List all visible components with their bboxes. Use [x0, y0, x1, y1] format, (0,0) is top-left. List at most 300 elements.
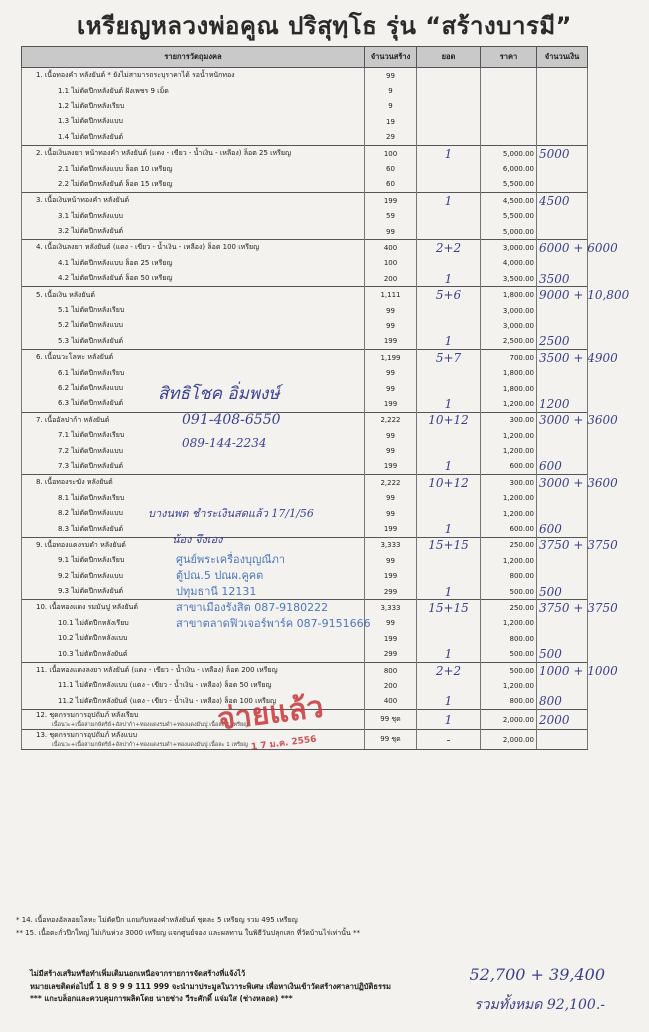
- paid-stamp-text: จ่ายแล้ว: [215, 689, 326, 738]
- row-price: 4,000.00: [481, 256, 537, 271]
- row-qty: 3,333: [365, 600, 417, 616]
- row-qty: 100: [365, 256, 417, 271]
- row-qty: 99: [365, 428, 417, 443]
- row-price: 700.00: [481, 350, 537, 366]
- row-label-cell: [22, 99, 365, 114]
- row-qty: 99: [365, 443, 417, 458]
- row-amount: [537, 443, 588, 458]
- row-order: [417, 365, 481, 380]
- row-label: 10. เนื้อทองแดง รมมันปู หลังยันต์: [36, 603, 138, 612]
- stamp-line: ตู้ปณ.5 ปณผ.คูคต: [176, 569, 264, 582]
- row-order: 1: [417, 193, 481, 209]
- row-qty: 299: [365, 584, 417, 600]
- row-order: [417, 678, 481, 693]
- row-amount: [537, 569, 588, 584]
- row-qty: 99: [365, 553, 417, 568]
- table-row: [22, 99, 588, 114]
- row-price: 1,800.00: [481, 381, 537, 396]
- row-label-cell: [22, 240, 365, 256]
- row-label: 5.2 ไม่ตัดปีกหลังแบบ: [58, 321, 123, 330]
- row-label-cell: [22, 459, 365, 475]
- row-label-cell: [22, 114, 365, 129]
- row-order: [417, 68, 481, 84]
- row-label: 6.3 ไม่ตัดปีกหลังยันต์: [58, 399, 124, 408]
- row-qty: 199: [365, 334, 417, 350]
- row-price: 2,000.00: [481, 730, 537, 750]
- paid-stamp-date: 1 7 ม.ค. 2556: [250, 734, 318, 753]
- row-price: 2,500.00: [481, 334, 537, 350]
- row-price: 300.00: [481, 475, 537, 491]
- row-label: 10.1 ไม่ตัดปีกหลังเรียบ: [58, 618, 129, 627]
- row-label-cell: [22, 224, 365, 240]
- table-row: [22, 475, 588, 491]
- row-label: 4. เนื้อเงินลงยา หลังยันต์ (แดง - เขียว - น้ำเงิน - เหลือง) ล็อต 100 เหรียญ: [36, 243, 260, 252]
- row-label: 7.3 ไม่ตัดปีกหลังยันต์: [58, 461, 124, 470]
- row-qty: 199: [365, 193, 417, 209]
- row-label: 5.1 ไม่ตัดปีกหลังเรียบ: [58, 306, 125, 315]
- stamp-line: สาขาตลาดฟิวเจอร์พาร์ค 087-9151666: [176, 617, 371, 630]
- row-label: 2.1 ไม่ตัดปีกหลังแบบ ล็อต 10 เหรียญ: [58, 164, 173, 173]
- row-qty: 99: [365, 303, 417, 318]
- row-amount: [537, 161, 588, 176]
- table-row: [22, 271, 588, 287]
- table-row: [22, 537, 588, 553]
- row-amount: 500: [537, 646, 588, 662]
- row-qty: 9: [365, 99, 417, 114]
- row-price: 5,500.00: [481, 177, 537, 193]
- row-qty: 1,111: [365, 287, 417, 303]
- row-label: 3.1 ไม่ตัดปีกหลังแบบ: [58, 211, 123, 220]
- row-order: [417, 428, 481, 443]
- row-order: [417, 177, 481, 193]
- row-amount: [537, 365, 588, 380]
- row-amount: [537, 631, 588, 646]
- row-qty: 9: [365, 83, 417, 98]
- header-price: ราคา: [481, 47, 537, 68]
- row-price: 3,000.00: [481, 318, 537, 333]
- table-row: [22, 145, 588, 161]
- table-row: [22, 240, 588, 256]
- row-order: [417, 256, 481, 271]
- handwritten-payment-note: บางนพต ชำระเงินสดแล้ว 17/1/56: [148, 507, 314, 520]
- row-order: [417, 506, 481, 521]
- table-row: [22, 443, 588, 458]
- row-order: [417, 381, 481, 396]
- stamp-line: ศูนย์พระเครื่องบุญณีภา: [176, 553, 286, 566]
- row-label: 8.2 ไม่ตัดปีกหลังแบบ: [58, 509, 123, 518]
- row-label: 1.4 ไม่ตัดปีกหลังยันต์: [58, 132, 124, 141]
- row-label: 9.2 ไม่ตัดปีกหลังแบบ: [58, 571, 123, 580]
- row-amount: [537, 730, 588, 750]
- row-label: 10.3 ไม่ตัดปีกหลังยันต์: [58, 649, 128, 658]
- row-qty: 99: [365, 68, 417, 84]
- row-price: 300.00: [481, 412, 537, 428]
- row-amount: 3000 + 3600: [537, 412, 588, 428]
- table-row: [22, 428, 588, 443]
- row-order: 2+2: [417, 662, 481, 678]
- row-amount: 600: [537, 521, 588, 537]
- row-qty: 99: [365, 506, 417, 521]
- row-price: 3,000.00: [481, 240, 537, 256]
- row-order: 5+7: [417, 350, 481, 366]
- row-label: 1.1 ไม่ตัดปีกหลังยันต์ ฝังเพชร 9 เม็ด: [58, 86, 169, 95]
- row-qty: 1,199: [365, 350, 417, 366]
- table-row: [22, 381, 588, 396]
- row-label-cell: [22, 161, 365, 176]
- row-label-cell: [22, 68, 365, 84]
- row-order: 1: [417, 396, 481, 412]
- row-price: 1,200.00: [481, 616, 537, 631]
- row-qty: 99: [365, 491, 417, 506]
- row-price: 1,200.00: [481, 553, 537, 568]
- row-price: [481, 130, 537, 146]
- table-row: [22, 662, 588, 678]
- row-price: 500.00: [481, 662, 537, 678]
- stamp-line: สาขาเมืองรังสิต 087-9180222: [176, 601, 329, 614]
- row-order: 5+6: [417, 287, 481, 303]
- row-price: 1,200.00: [481, 428, 537, 443]
- table-row: [22, 177, 588, 193]
- row-label: 2.2 ไม่ตัดปีกหลังยันต์ ล็อต 15 เหรียญ: [58, 179, 173, 188]
- table-row: [22, 459, 588, 475]
- stamp-line: ปทุมธานี 12131: [176, 585, 257, 598]
- header-amount: จำนวนเงิน: [537, 47, 588, 68]
- row-amount: 1200: [537, 396, 588, 412]
- table-row: [22, 130, 588, 146]
- row-label-cell: [22, 646, 365, 662]
- row-amount: [537, 256, 588, 271]
- row-amount: [537, 68, 588, 84]
- row-qty: 3,333: [365, 537, 417, 553]
- row-amount: [537, 177, 588, 193]
- row-qty: 299: [365, 646, 417, 662]
- row-qty: 199: [365, 631, 417, 646]
- table-row: [22, 303, 588, 318]
- row-order: [417, 616, 481, 631]
- row-qty: 99 ชุด: [365, 730, 417, 750]
- row-order: 1: [417, 459, 481, 475]
- row-label: 12. ชุดกรรมการอุปถัมภ์ หลังเรียบ: [36, 711, 139, 720]
- table-body: [22, 68, 630, 750]
- row-price: 6,000.00: [481, 161, 537, 176]
- table-row: [22, 224, 588, 240]
- row-label: 7.2 ไม่ตัดปีกหลังแบบ: [58, 446, 123, 455]
- row-qty: 19: [365, 114, 417, 129]
- row-label: 11.1 ไม่ตัดปีกหลังแบบ (แดง - เขียว - น้ำเงิน - เหลือง) ล็อต 50 เหรียญ: [58, 681, 272, 690]
- row-order: [417, 161, 481, 176]
- row-label: 5. เนื้อเงิน หลังยันต์: [36, 290, 95, 299]
- row-price: 3,000.00: [481, 303, 537, 318]
- table-row: [22, 209, 588, 224]
- footnotes: [16, 914, 616, 939]
- row-qty: 400: [365, 240, 417, 256]
- row-label: 8. เนื้อทองระฆัง หลังยันต์: [36, 478, 113, 487]
- table-row: [22, 396, 588, 412]
- row-price: 500.00: [481, 584, 537, 600]
- row-qty: 800: [365, 662, 417, 678]
- table-row: [22, 114, 588, 129]
- row-label: 7.1 ไม่ตัดปีกหลังเรียบ: [58, 431, 125, 440]
- row-order: 1: [417, 334, 481, 350]
- row-amount: [537, 224, 588, 240]
- row-amount: 2500: [537, 334, 588, 350]
- row-note: เนื้อนวะ+เนื้อสามกษัตริย์+อัลปาก้า+ทองแดงรมดำ+ทองแดงมันปู เนื้อละ 1 เหรียญ: [52, 722, 248, 729]
- header-qty: จำนวนสร้าง: [365, 47, 417, 68]
- row-amount: 9000 + 10,800: [537, 287, 588, 303]
- row-qty: 99: [365, 381, 417, 396]
- row-amount: 5000: [537, 145, 588, 161]
- row-price: [481, 83, 537, 98]
- row-amount: 4500: [537, 193, 588, 209]
- row-amount: [537, 303, 588, 318]
- row-order: [417, 224, 481, 240]
- row-label-cell: [22, 303, 365, 318]
- row-amount: [537, 506, 588, 521]
- row-amount: [537, 99, 588, 114]
- row-label: 6. เนื้อนวะโลหะ หลังยันต์: [36, 353, 114, 362]
- row-price: 5,000.00: [481, 224, 537, 240]
- row-order: 15+15: [417, 600, 481, 616]
- row-label-cell: [22, 177, 365, 193]
- row-price: 800.00: [481, 569, 537, 584]
- row-order: [417, 553, 481, 568]
- row-price: 1,800.00: [481, 287, 537, 303]
- handwritten-subtotal: 52,700 + 39,400: [469, 965, 605, 984]
- row-label-cell: [22, 145, 365, 161]
- row-order: 1: [417, 694, 481, 710]
- row-label-cell: [22, 287, 365, 303]
- row-label-cell: [22, 209, 365, 224]
- table-header: [22, 47, 588, 68]
- row-qty: 99: [365, 318, 417, 333]
- table-row: [22, 161, 588, 176]
- row-price: 1,200.00: [481, 396, 537, 412]
- row-order: 1: [417, 271, 481, 287]
- row-price: 800.00: [481, 694, 537, 710]
- row-order: 10+12: [417, 475, 481, 491]
- table-row: [22, 334, 588, 350]
- row-amount: [537, 83, 588, 98]
- row-order: 10+12: [417, 412, 481, 428]
- row-amount: 500: [537, 584, 588, 600]
- table-row: [22, 68, 588, 84]
- row-price: 1,800.00: [481, 365, 537, 380]
- row-qty: 199: [365, 459, 417, 475]
- row-label: 3. เนื้อเงินหน้าทองคำ หลังยันต์: [36, 196, 130, 205]
- bottom-note: หมายเลขติดต่อไปนี้ 1 8 9 9 9 111 999 จะนำมาประมูลในวาระพิเศษ เพื่อหาเงินเข้าวัดสร้างศาลาปฏิบัติธรรม: [30, 981, 391, 991]
- row-label: 8.3 ไม่ตัดปีกหลังยันต์: [58, 524, 124, 533]
- row-price: 5,000.00: [481, 145, 537, 161]
- footnote: ** 15. เนื้อตะกั่วปีกใหญ่ ไม่เกินห่วง 3000 เหรียญ แจกศูนย์จอง และผลทาน ในพิธีวันปลุกเสก ที่วัดบ้านไร่เท่านั้น **: [16, 928, 360, 937]
- row-amount: [537, 678, 588, 693]
- row-label: 6.2 ไม่ตัดปีกหลังแบบ: [58, 384, 123, 392]
- table-row: [22, 350, 588, 366]
- row-order: [417, 114, 481, 129]
- row-amount: [537, 616, 588, 631]
- row-qty: 99: [365, 224, 417, 240]
- row-amount: 2000: [537, 710, 588, 730]
- row-order: [417, 443, 481, 458]
- row-label: 1.2 ไม่ตัดปีกหลังเรียบ: [58, 101, 125, 110]
- row-qty: 199: [365, 396, 417, 412]
- table-row: [22, 318, 588, 333]
- row-order: [417, 99, 481, 114]
- row-amount: 3500 + 4900: [537, 350, 588, 366]
- row-price: 1,200.00: [481, 443, 537, 458]
- row-price: 3,500.00: [481, 271, 537, 287]
- row-label: 1. เนื้อทองคำ หลังยันต์ * ยังไม่สามารถระบุราคาได้ รอน้ำหนักทอง: [36, 71, 235, 80]
- row-label: 7. เนื้ออัลปาก้า หลังยันต์: [36, 415, 110, 424]
- row-amount: 3750 + 3750: [537, 600, 588, 616]
- row-qty: 59: [365, 209, 417, 224]
- row-price: 4,500.00: [481, 193, 537, 209]
- shop-stamp: [176, 552, 371, 632]
- row-amount: [537, 491, 588, 506]
- handwritten-note: น้อง จึงเอง: [172, 533, 223, 546]
- row-qty: 200: [365, 678, 417, 693]
- row-order: 15+15: [417, 537, 481, 553]
- row-price: 1,200.00: [481, 678, 537, 693]
- paid-stamp: [215, 684, 328, 758]
- row-amount: [537, 318, 588, 333]
- row-amount: 3500: [537, 271, 588, 287]
- row-label-cell: [22, 334, 365, 350]
- handwritten-grand-total: รวมทั้งหมด 92,100.-: [474, 997, 605, 1013]
- row-order: 1: [417, 145, 481, 161]
- row-label-cell: [22, 662, 365, 678]
- row-qty: 99: [365, 365, 417, 380]
- table-row: [22, 256, 588, 271]
- row-label: 1.3 ไม่ตัดปีกหลังแบบ: [58, 117, 123, 126]
- row-label: 11. เนื้อทองแดงลงยา หลังยันต์ (แดง - เขียว - น้ำเงิน - เหลือง) ล็อต 200 เหรียญ: [36, 666, 278, 675]
- row-label: 6.1 ไม่ตัดปีกหลังเรียบ: [58, 368, 125, 377]
- row-order: [417, 303, 481, 318]
- row-order: [417, 130, 481, 146]
- row-label-cell: [22, 350, 365, 366]
- row-price: 5,500.00: [481, 209, 537, 224]
- row-order: [417, 209, 481, 224]
- row-price: 600.00: [481, 459, 537, 475]
- row-label: 9.1 ไม่ตัดปีกหลังเรียบ: [58, 556, 125, 565]
- table-row: [22, 287, 588, 303]
- row-label-cell: [22, 318, 365, 333]
- row-order: 1: [417, 521, 481, 537]
- handwritten-phone-1: 091-408-6550: [182, 412, 281, 428]
- row-price: 250.00: [481, 600, 537, 616]
- table-row: [22, 412, 588, 428]
- order-table: [21, 46, 630, 750]
- row-label: 9. เนื้อทองแดงรมดำ หลังยันต์: [36, 540, 126, 549]
- handwritten-phone-2: 089-144-2234: [182, 436, 267, 450]
- row-qty: 400: [365, 694, 417, 710]
- row-amount: [537, 130, 588, 146]
- row-label: 8.1 ไม่ตัดปีกหลังเรียบ: [58, 493, 125, 502]
- row-label: 13. ชุดกรรมการอุปถัมภ์ หลังแบบ: [36, 731, 138, 740]
- row-qty: 200: [365, 271, 417, 287]
- row-label-cell: [22, 631, 365, 646]
- row-order: [417, 631, 481, 646]
- table-row: [22, 365, 588, 380]
- row-qty: 99 ชุด: [365, 710, 417, 730]
- row-order: 1: [417, 710, 481, 730]
- table-row: [22, 83, 588, 98]
- row-amount: 1000 + 1000: [537, 662, 588, 678]
- handwritten-name: สิทธิโชค อิ่มพงษ์: [158, 384, 280, 404]
- row-order: [417, 491, 481, 506]
- row-qty: 29: [365, 130, 417, 146]
- row-order: 2+2: [417, 240, 481, 256]
- table-row: [22, 646, 588, 662]
- row-price: 800.00: [481, 631, 537, 646]
- row-order: [417, 83, 481, 98]
- bottom-notes: [30, 968, 391, 1006]
- footnote: * 14. เนื้อทองอัลลอยโลหะ ไม่ตัดปีก แถมกับทองคำหลังยันต์ ชุดละ 5 เหรียญ รวม 495 เหรียญ: [16, 916, 298, 924]
- row-order: [417, 318, 481, 333]
- handwritten-totals: [469, 960, 605, 1020]
- row-amount: 6000 + 6000: [537, 240, 588, 256]
- row-amount: 800: [537, 694, 588, 710]
- header-order: ยอด: [417, 47, 481, 68]
- row-price: 1,200.00: [481, 506, 537, 521]
- bottom-note: ไม่มีสร้างเสริมหรือทำเพิ่มเติมนอกเหนือจากรายการจัดสร้างที่แจ้งไว้: [30, 969, 246, 978]
- row-price: 600.00: [481, 521, 537, 537]
- row-price: 2,000.00: [481, 710, 537, 730]
- row-qty: 2,222: [365, 412, 417, 428]
- row-label-cell: [22, 193, 365, 209]
- row-price: [481, 99, 537, 114]
- row-order: [417, 569, 481, 584]
- row-order: 1: [417, 646, 481, 662]
- row-label-cell: [22, 256, 365, 271]
- row-qty: 100: [365, 145, 417, 161]
- row-label: 4.2 ไม่ตัดปีกหลังยันต์ ล็อต 50 เหรียญ: [58, 274, 173, 283]
- row-label: 2. เนื้อเงินลงยา หน้าทองคำ หลังยันต์ (แดง - เขียว - น้ำเงิน - เหลือง) ล็อต 25 เหรียญ: [36, 149, 291, 158]
- row-amount: 3750 + 3750: [537, 537, 588, 553]
- row-label-cell: [22, 475, 365, 491]
- row-order: -: [417, 730, 481, 750]
- row-qty: 60: [365, 177, 417, 193]
- bottom-note: *** แกะบล็อกและควบคุมการผลิตโดย นายช่าง วีระศักดิ์ แจ่มใส (ช่างหลอด) ***: [30, 994, 293, 1003]
- page-title: เหรียญหลวงพ่อคูณ ปริสุทฺโธ รุ่น “สร้างบารมี”: [77, 12, 572, 40]
- header-item: รายการวัตถุมงคล: [22, 47, 365, 68]
- row-label-cell: [22, 83, 365, 98]
- row-price: 500.00: [481, 646, 537, 662]
- row-label-cell: [22, 271, 365, 287]
- row-label-cell: [22, 365, 365, 380]
- row-qty: 60: [365, 161, 417, 176]
- row-amount: [537, 553, 588, 568]
- row-label: 10.2 ไม่ตัดปีกหลังแบบ: [58, 634, 128, 643]
- row-amount: [537, 209, 588, 224]
- table-row: [22, 631, 588, 646]
- row-label: 5.3 ไม่ตัดปีกหลังยันต์: [58, 336, 124, 345]
- row-amount: [537, 428, 588, 443]
- row-amount: [537, 381, 588, 396]
- row-price: 1,200.00: [481, 491, 537, 506]
- row-qty: 199: [365, 521, 417, 537]
- row-label-cell: [22, 130, 365, 146]
- row-price: 250.00: [481, 537, 537, 553]
- row-label: 4.1 ไม่ตัดปีกหลังแบบ ล็อต 25 เหรียญ: [58, 258, 173, 267]
- table-row: [22, 193, 588, 209]
- row-price: [481, 68, 537, 84]
- row-qty: 2,222: [365, 475, 417, 491]
- row-qty: 99: [365, 616, 417, 631]
- table-row: [22, 521, 588, 537]
- row-amount: 3000 + 3600: [537, 475, 588, 491]
- row-order: 1: [417, 584, 481, 600]
- row-amount: 600: [537, 459, 588, 475]
